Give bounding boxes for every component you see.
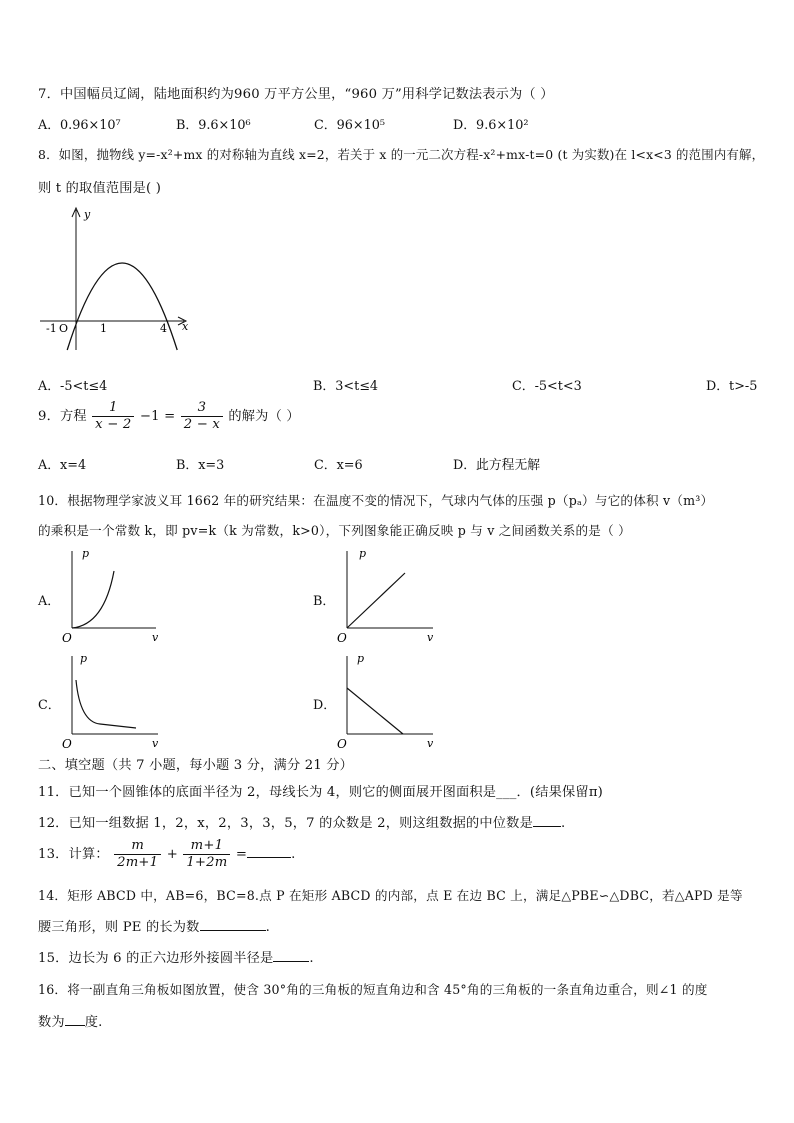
q13-fraction-2 [183,838,230,871]
q9-f2-numerator: 3 [181,400,223,417]
q13-end: . [291,847,296,862]
graph-c-origin: O [62,737,72,750]
q10-option-a[interactable]: A． [38,594,61,609]
graph-d-line [347,688,403,734]
q16-stem-line1: 16．将一副直角三角板如图放置，使含 30°角的三角板的短直角边和含 45°角的三角板的一条直角边重合，则∠1 的度 [38,982,708,997]
q16-stem-line2 [38,1011,103,1030]
graph-d-v-label: v [427,737,434,750]
graph-c-curve [76,680,136,728]
q9-prefix: 9．方程 [38,409,87,424]
q9-f1-numerator: 1 [92,400,134,417]
q8-stem-line1: 8．如图，抛物线 y=-x²+mx 的对称轴为直线 x=2，若关于 x 的一元二次方程-x²+mx-t=0 (t 为实数)在 l<x<3 的范围内有解， [38,147,765,162]
q12-stem [38,812,565,831]
q10-option-b[interactable]: B． [313,594,336,609]
parabola-curve [67,263,177,350]
q7-option-a[interactable]: A．0.96×10⁷ [38,118,121,133]
graph-d-p-label: p [357,652,365,665]
q13-plus: + [166,847,178,862]
q10-stem-line1: 10．根据物理学家波义耳 1662 年的研究结果：在温度不变的情况下，气球内气体的压强 p（pₐ）与它的体积 v（m³） [38,493,714,508]
q9-fraction-2 [181,400,223,433]
q10-graph-a [60,545,165,645]
q10-option-c[interactable]: C． [38,698,61,713]
q16-answer-blank[interactable] [65,1013,85,1026]
q15-stem [38,947,314,966]
q13-answer-blank[interactable] [247,845,291,858]
q8-option-c[interactable]: C．-5<t<3 [512,379,582,394]
q10-graph-c [60,650,165,750]
graph-y-label: y [84,208,91,221]
q8-parabola-graph [36,204,196,354]
q9-f1-denominator: x − 2 [95,417,132,432]
q9-mid: −1 = [139,409,176,424]
q9-option-d[interactable]: D．此方程无解 [453,458,541,473]
q15-end: . [309,951,314,966]
graph-a-curve [72,571,114,628]
q13-equals: = [235,847,248,862]
graph-b-origin: O [337,631,347,645]
graph-tick-neg1: -1 [46,322,57,335]
q10-stem-line2: 的乘积是一个常数 k，即 pv=k（k 为常数，k>0），下列图象能正确反映 p 与 v 之间函数关系的是（ ） [38,523,631,538]
q12-end: . [560,816,566,831]
q10-option-d[interactable]: D． [313,698,337,713]
q7-stem: 7．中国幅员辽阔，陆地面积约为960 万平方公里，“960 万”用科学记数法表示为（ ） [38,87,554,102]
graph-b-p-label: p [359,547,367,560]
graph-origin: O [59,322,69,335]
q9-option-b[interactable]: B．x=3 [176,458,225,473]
q9-stem [38,400,300,433]
graph-tick-1: 1 [100,322,107,335]
q15-answer-blank[interactable] [273,949,309,962]
q8-stem-line2: 则 t 的取值范围是( ) [38,181,162,196]
q8-option-b[interactable]: B．3<t≤4 [313,379,379,394]
q13-prefix: 13．计算： [38,847,109,862]
q7-option-b[interactable]: B．9.6×10⁶ [176,118,251,133]
q14-stem-line2 [38,916,270,935]
q10-graph-d [335,650,440,750]
graph-b-v-label: v [427,631,434,644]
q14-answer-blank[interactable] [200,918,266,931]
q7-option-d[interactable]: D．9.6×10² [453,118,529,133]
q9-f2-denominator: 2 − x [183,417,220,432]
q13-f2-denominator: 1+2m [186,855,228,870]
q9-suffix: 的解为（ ） [228,409,300,424]
q16-line2a: 数为 [38,1015,65,1030]
q13-f2-numerator: m+1 [183,838,230,855]
graph-d-origin: O [337,737,347,750]
q13-fraction-1 [114,838,161,871]
q16-line2b: 度. [84,1015,103,1030]
graph-x-label: x [182,320,189,333]
q9-fraction-1 [92,400,134,433]
q13-f1-numerator: m [114,838,161,855]
q8-option-d[interactable]: D．t>-5 [706,379,758,394]
q9-option-a[interactable]: A．x=4 [38,458,87,473]
q14-end: . [265,920,270,935]
q13-f1-denominator: 2m+1 [117,855,159,870]
graph-a-origin: O [62,631,72,645]
q8-option-a[interactable]: A．-5<t≤4 [38,379,108,394]
graph-c-v-label: v [152,737,159,750]
graph-a-p-label: p [82,547,90,560]
section-2-heading: 二、填空题（共 7 小题，每小题 3 分，满分 21 分） [38,758,354,773]
q15-text: 15．边长为 6 的正六边形外接圆半径是 [38,951,274,966]
q12-text: 12．已知一组数据 1，2，x，2，3，3，5，7 的众数是 2，则这组数据的中位数是 [38,816,533,831]
q7-option-c[interactable]: C．96×10⁵ [314,118,386,133]
q14-stem-line1: 14．矩形 ABCD 中，AB=6，BC=8.点 P 在矩形 ABCD 的内部，点 E 在边 BC 上，满足△PBE∽△DBC，若△APD 是等 [38,888,743,903]
q9-option-c[interactable]: C．x=6 [314,458,363,473]
q14-line2: 腰三角形，则 PE 的长为数 [38,920,200,935]
graph-a-v-label: v [152,631,159,644]
q13-stem [38,838,296,871]
graph-c-p-label: p [80,652,88,665]
graph-tick-4: 4 [160,322,167,335]
graph-b-line [347,573,405,628]
q11-stem: 11．已知一个圆锥体的底面半径为 2，母线长为 4，则它的侧面展开图面积是___．(结果保留π) [38,785,604,800]
q12-answer-blank[interactable] [533,814,561,827]
q10-graph-b [335,545,440,645]
